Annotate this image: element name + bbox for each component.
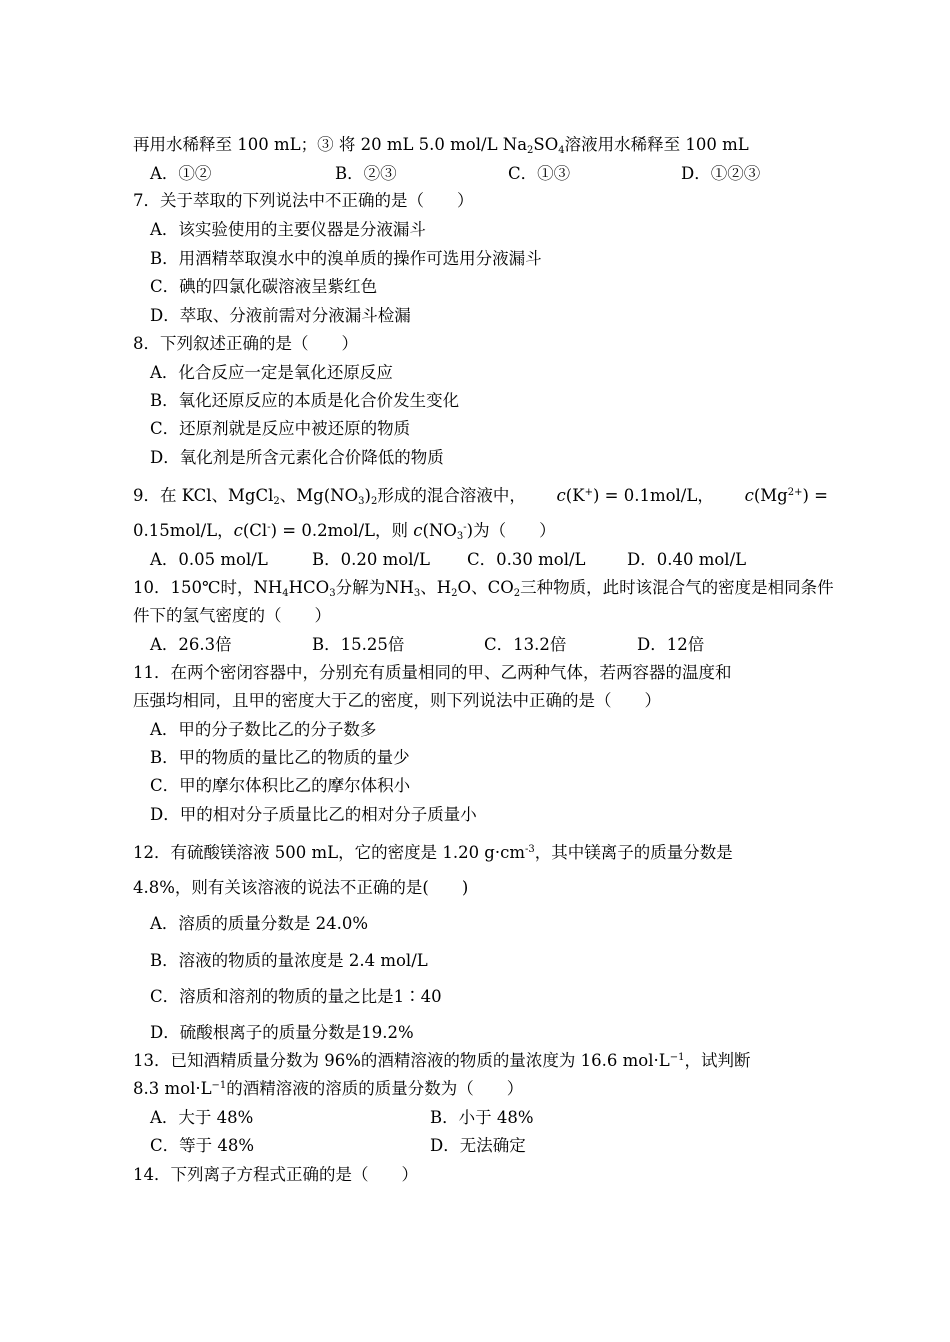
q6-option-b: B．②③ (335, 164, 397, 183)
q12-option-d: D．硫酸根离子的质量分数是19.2% (150, 1023, 414, 1042)
q12-option-b: B．溶液的物质的量浓度是 2.4 mol/L (150, 951, 428, 970)
q6-option-d: D．①②③ (681, 164, 761, 183)
q7-option-c: C．碘的四氯化碳溶液呈紫红色 (150, 277, 378, 296)
q10-stem-line1: 10．150℃时，$NH_4HCO_3$分解为$NH_3$、$H_2O$、$CO_2$三种物质，此时该混合气的密度是相同条件 (133, 578, 834, 599)
q12-option-c: C．溶质和溶剂的物质的量之比是1∶40 (150, 987, 442, 1006)
q10-option-c: C．13.2倍 (484, 635, 567, 654)
q9-stem-line1: 9．在 KCl、MgCl$_2$、$Mg(NO_3)_2$形成的混合溶液中， c(K+) = 0.1mol/L， $c(Mg^{2+})$ = (133, 486, 828, 507)
q10-option-b: B．15.25倍 (312, 635, 405, 654)
q11-option-b: B．甲的物质的量比乙的物质的量少 (150, 748, 410, 767)
q6-continuation: 再用水稀释至 100 mL；③ 将 20 mL 5.0 mol/L $Na_2SO_4$溶液用水稀释至 100 mL (133, 135, 749, 156)
q6-option-c: C．①③ (508, 164, 571, 183)
q7-stem: 7．关于萃取的下列说法中不正确的是（ ） (133, 191, 474, 210)
q14-stem: 14．下列离子方程式正确的是（ ） (133, 1165, 418, 1184)
q9-option-d: D．0.40 mol/L (627, 550, 747, 569)
q11-option-d: D．甲的相对分子质量比乙的相对分子质量小 (150, 805, 477, 824)
q10-stem-line2: 件下的氢气密度的（ ） (133, 606, 331, 625)
q12-stem-line1: 12．有硫酸镁溶液 500 mL，它的密度是 1.20 $g\cdot cm^{-3}$，其中镁离子的质量分数是 (133, 843, 733, 862)
q10-option-d: D．12倍 (637, 635, 705, 654)
q9-option-a: A．0.05 mol/L (150, 550, 268, 569)
q8-option-d: D．氧化剂是所含元素化合价降低的物质 (150, 448, 444, 467)
q8-option-c: C．还原剂就是反应中被还原的物质 (150, 419, 411, 438)
q8-option-b: B．氧化还原反应的本质是化合价发生变化 (150, 391, 460, 410)
q9-stem-line2: 0.15mol/L，c(Cl-) = 0.2mol/L，则 $c(NO_3^-)$为（ ） (133, 521, 556, 542)
q6-option-a: A．①② (150, 164, 212, 183)
q9-option-b: B．0.20 mol/L (312, 550, 430, 569)
q10-option-a: A．26.3倍 (150, 635, 232, 654)
q11-option-a: A．甲的分子数比乙的分子数多 (150, 720, 377, 739)
q9-option-c: C．0.30 mol/L (467, 550, 586, 569)
q11-option-c: C．甲的摩尔体积比乙的摩尔体积小 (150, 776, 411, 795)
q11-stem-line2: 压强均相同，且甲的密度大于乙的密度，则下列说法中正确的是（ ） (133, 691, 661, 710)
q12-stem-line2: 4.8%，则有关该溶液的说法不正确的是( ) (133, 878, 469, 897)
q8-stem: 8．下列叙述正确的是（ ） (133, 334, 358, 353)
q13-option-d: D．无法确定 (430, 1136, 526, 1155)
q7-option-a: A．该实验使用的主要仪器是分液漏斗 (150, 220, 426, 239)
q12-option-a: A．溶质的质量分数是 24.0% (150, 914, 369, 933)
q13-option-a: A．大于 48% (150, 1108, 254, 1127)
q8-option-a: A．化合反应一定是氧化还原反应 (150, 363, 393, 382)
q13-option-c: C．等于 48% (150, 1136, 255, 1155)
q7-option-d: D．萃取、分液前需对分液漏斗检漏 (150, 306, 411, 325)
q7-option-b: B．用酒精萃取溴水中的溴单质的操作可选用分液漏斗 (150, 249, 542, 268)
q13-stem-line1: 13．已知酒精质量分数为 96%的酒精溶液的物质的量浓度为 16.6 $mol\cdot L^{-1}$，试判断 (133, 1051, 751, 1070)
q13-stem-line2: 8.3 $mol\cdot L^{-1}$的酒精溶液的溶质的质量分数为（ ） (133, 1079, 524, 1098)
q13-option-b: B．小于 48% (430, 1108, 534, 1127)
q11-stem-line1: 11．在两个密闭容器中，分别充有质量相同的甲、乙两种气体，若两容器的温度和 (133, 663, 732, 682)
